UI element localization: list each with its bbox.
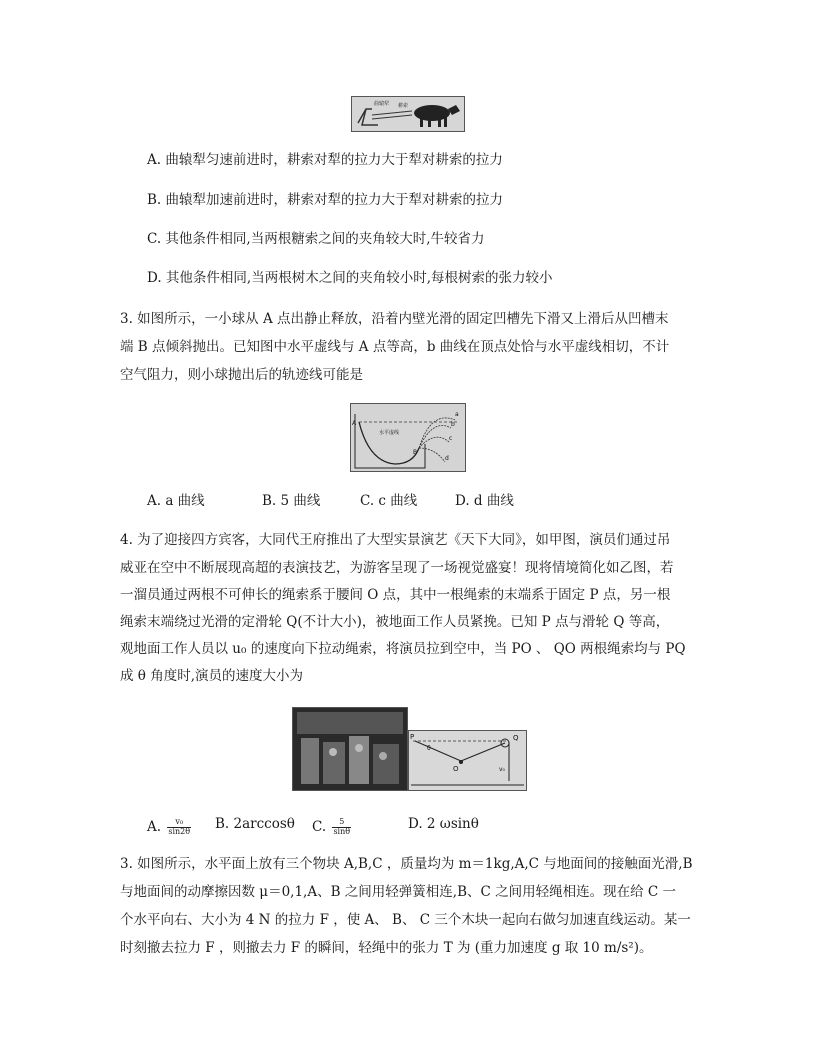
q3-stem-line-2: 端 B 点倾斜抛出。已知图中水平虚线与 A 点等高，b 曲线在顶点处恰与水平虚线相切，不计 <box>120 339 670 355</box>
q4-option-a-numerator: v₀ <box>167 818 191 828</box>
fig-q3-label-horizontal: 水平虚线 <box>379 430 400 436</box>
q3-stem-line-3: 空气阻力，则小球抛出后的轨迹线可能是 <box>120 367 363 383</box>
q4-option-c-fraction <box>332 818 351 837</box>
fig-q4-label-o: O <box>453 765 459 773</box>
q4-option-b: B. 2arccosθ <box>215 816 295 832</box>
q4-stem-line-2: 威亚在空中不断展现高超的表演技艺，为游客呈现了一场视觉盛宴！现将情境简化如乙图，若 <box>120 560 674 576</box>
q4-stem-line-6: 成 θ 角度时,演员的速度大小为 <box>120 668 304 684</box>
q4-option-a-denominator: sin2θ <box>168 826 191 836</box>
q4-stem-line-1: 4. 为了迎接四方宾客，大同代王府推出了大型实景演艺《天下大同》，如甲图，演员们通过吊 <box>120 532 671 548</box>
plow-ox-illustration <box>352 97 464 131</box>
q3-option-c: C. c 曲线 <box>360 493 418 509</box>
rope-pulley-diagram <box>409 731 526 790</box>
q4-option-c-prefix: C. <box>312 818 327 835</box>
fig-q3-label-b-point: B <box>413 449 418 456</box>
q3-option-d: D. d 曲线 <box>455 493 514 509</box>
q2-option-d: D. 其他条件相同,当两根树木之间的夹角较小时,每根树索的张力较小 <box>147 270 553 286</box>
performance-photo <box>293 708 407 790</box>
fig-q3-curve-a: a <box>455 411 459 418</box>
figure-groove-trajectories <box>350 403 466 472</box>
figure-plow-ox <box>351 96 465 132</box>
q4-option-a-prefix: A. <box>147 818 162 835</box>
q4-option-a-fraction <box>167 818 191 837</box>
fig-q4-label-p: P <box>410 733 415 741</box>
q4-option-a <box>147 818 193 837</box>
fig-q3-curve-b: b <box>451 421 455 428</box>
fig1-label-rope: 耕索 <box>398 103 409 109</box>
q2-option-a: A. 曲辕犁匀速前进时，耕索对犁的拉力大于犁对耕索的拉力 <box>147 152 503 168</box>
q2-option-b: B. 曲辕犁加速前进时，耕索对犁的拉力大于犁对耕索的拉力 <box>147 192 504 208</box>
fig-q3-label-a-point: A <box>352 420 357 427</box>
q5-stem-line-3: 个水平向右、大小为 4 N 的拉力 F ，使 A、 B、 C 三个木块一起向右做匀加速直线运动。某一 <box>120 912 691 928</box>
fig-q4-label-q: Q <box>513 734 519 742</box>
fig-q3-curve-c: c <box>449 435 453 442</box>
q4-stem-line-3: 一溜员通过两根不可伸长的绳索系于腰间 O 点，其中一根绳索的末端系于固定 P 点，另一根 <box>120 587 671 603</box>
q4-stem-line-4: 绳索末端绕过光滑的定滑轮 Q(不计大小)，被地面工作人员紧挽。已知 P 点与滑轮 Q 等高， <box>120 614 670 630</box>
fig-q4-label-theta: θ <box>427 745 431 752</box>
fig1-label-plow: 曲辕犁 <box>374 101 390 107</box>
q4-stem-line-5: 观地面工作人员以 u₀ 的速度向下拉动绳索，将演员拉到空中，当 PO 、 QO 两根绳索均与 PQ <box>120 641 686 657</box>
q5-stem-line-2: 与地面间的动摩擦因数 μ＝0,1,A、B 之间用轻弹簧相连,B、C 之间用轻绳相连。现在给 C 一 <box>120 884 677 900</box>
fig-q4-label-velocity: v₀ <box>499 766 505 773</box>
q4-option-c <box>312 818 353 837</box>
q4-option-c-denominator: sinθ <box>333 826 351 836</box>
q3-stem-line-1: 3. 如图所示，一小球从 A 点出静止释放，沿着内壁光滑的固定凹槽先下滑又上滑后从凹槽末 <box>120 311 669 327</box>
q4-option-c-numerator: 5 <box>332 818 351 828</box>
q4-option-d: D. 2 ωsinθ <box>408 816 479 832</box>
q2-option-c: C. 其他条件相同,当两根糖索之间的夹角较大时,牛较省力 <box>147 231 485 247</box>
groove-diagram <box>351 404 465 471</box>
q5-stem-line-4: 时刻撤去拉力 F ，则撤去力 F 的瞬间，轻绳中的张力 T 为 (重力加速度 g 取 10 m/s²)。 <box>120 940 653 956</box>
figure-performance-photo <box>292 707 408 791</box>
q3-option-a: A. a 曲线 <box>147 493 205 509</box>
figure-rope-diagram <box>408 730 527 791</box>
fig-q3-curve-d: d <box>445 455 449 462</box>
q3-option-b: B. 5 曲线 <box>262 493 321 509</box>
q5-stem-line-1: 3. 如图所示，水平面上放有三个物块 A,B,C ，质量均为 m＝1kg,A,C 与地面间的接触面光滑,B <box>120 856 693 872</box>
